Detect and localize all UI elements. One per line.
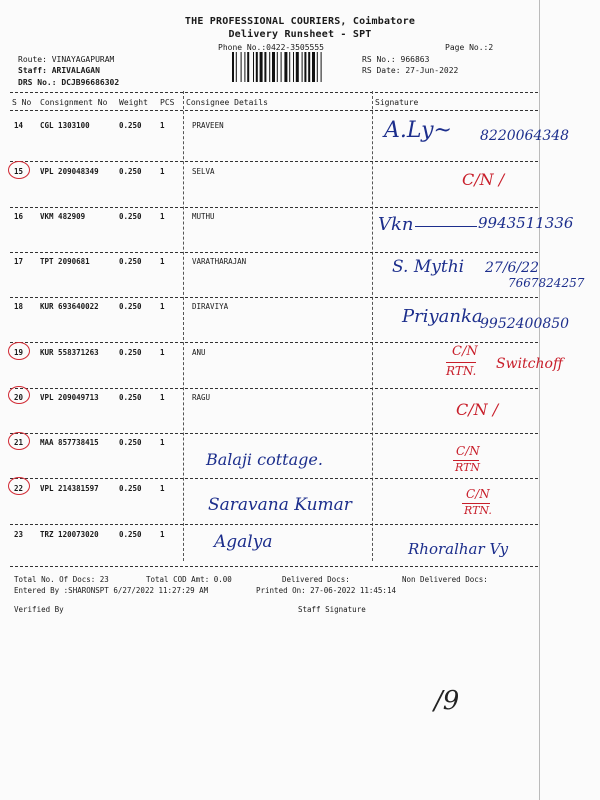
row-consignment: KUR 693640022 — [40, 302, 99, 311]
route: Route: VINAYAGAPURAM — [18, 55, 115, 64]
barcode-bar — [304, 52, 306, 82]
return-mark-circle — [8, 342, 30, 360]
entered-by: Entered By :SHARONSPT 6/27/2022 11:27:29 AM — [14, 586, 209, 595]
signature-row-18: Priyanka — [402, 306, 483, 327]
barcode-bar — [247, 52, 249, 82]
table-header-rule — [10, 110, 538, 111]
cn-row-22: C/N — [466, 487, 490, 501]
col-weight: Weight — [119, 98, 148, 107]
row-consignment: VPL 209049713 — [40, 393, 99, 402]
cn-row-20: C/N / — [456, 400, 499, 419]
cn-row-19: C/N — [452, 344, 478, 359]
rs-number: RS No.: 966863 — [362, 55, 430, 64]
row-weight: 0.250 — [119, 484, 142, 493]
row-pcs: 1 — [160, 212, 165, 221]
page-handwritten-mark: /9 — [434, 686, 460, 716]
phone-row-14: 8220064348 — [480, 128, 570, 144]
barcode-bar — [277, 52, 278, 82]
signature-row-23: Rhoralhar Vy — [408, 540, 509, 558]
printed-on: Printed On: 27-06-2022 11:45:14 — [256, 586, 396, 595]
signature-stroke — [415, 226, 477, 227]
row-sno: 15 — [14, 167, 24, 176]
col-consignee: Consignee Details — [186, 98, 268, 107]
barcode-bar — [321, 52, 322, 82]
row-consignee: SELVA — [192, 167, 215, 176]
rtn-row-21: RTN — [455, 461, 481, 474]
barcode — [232, 52, 356, 82]
cn-row-15: C/N / — [462, 170, 505, 189]
barcode-bar — [232, 52, 234, 82]
address-row-21: Balaji cottage. — [206, 450, 323, 469]
col-consignment: Consignment No — [40, 98, 108, 107]
barcode-bar — [312, 52, 315, 82]
phone-row-17: 7667824257 — [508, 276, 585, 290]
document-title: Delivery Runsheet - SPT — [228, 29, 372, 40]
row-pcs: 1 — [160, 167, 165, 176]
row-sno: 17 — [14, 257, 24, 266]
barcode-bar — [260, 52, 263, 82]
address-row-22: Saravana Kumar — [208, 495, 352, 515]
row-divider — [10, 524, 538, 525]
rtn-row-19: RTN. — [446, 364, 477, 378]
row-pcs: 1 — [160, 484, 165, 493]
barcode-bar — [302, 52, 303, 82]
return-mark-circle — [8, 386, 30, 404]
row-consignment: KUR 558371263 — [40, 348, 99, 357]
row-consignee: PRAVEEN — [192, 121, 224, 130]
row-divider — [10, 161, 538, 162]
page-number: Page No.:2 — [445, 43, 494, 52]
row-divider — [10, 433, 538, 434]
row-sno: 18 — [14, 302, 24, 311]
drs-number: DRS No.: DCJB96686302 — [18, 78, 120, 87]
row-sno: 14 — [14, 121, 24, 130]
row-weight: 0.250 — [119, 121, 142, 130]
row-weight: 0.250 — [119, 257, 142, 266]
row-sno: 23 — [14, 530, 24, 539]
delivered-docs: Delivered Docs: — [282, 575, 350, 584]
total-cod: Total COD Amt: 0.00 — [146, 575, 232, 584]
verified-by: Verified By — [14, 605, 64, 614]
row-consignment: MAA 857738415 — [40, 438, 99, 447]
barcode-bar — [317, 52, 318, 82]
row-pcs: 1 — [160, 530, 165, 539]
row-pcs: 1 — [160, 121, 165, 130]
barcode-bar — [256, 52, 258, 82]
rs-date: RS Date: 27-Jun-2022 — [362, 66, 459, 75]
row-consignee: ANU — [192, 348, 206, 357]
row-consignment: VKM 482909 — [40, 212, 86, 221]
barcode-bar — [293, 52, 294, 82]
row-pcs: 1 — [160, 393, 165, 402]
return-mark-circle — [8, 161, 30, 179]
row-weight: 0.250 — [119, 212, 142, 221]
return-mark-circle — [8, 477, 30, 495]
row-consignment: CGL 1303100 — [40, 121, 90, 130]
row-weight: 0.250 — [119, 393, 142, 402]
row-pcs: 1 — [160, 302, 165, 311]
page-edge-line — [539, 0, 540, 800]
row-sno: 20 — [14, 393, 24, 402]
rtn-row-22: RTN. — [464, 504, 492, 517]
row-consignee: DIRAVIYA — [192, 302, 229, 311]
row-divider — [10, 388, 538, 389]
phone-row-16: 9943511336 — [478, 214, 574, 232]
phone-row-18: 9952400850 — [480, 316, 570, 332]
col-pcs: PCS — [160, 98, 175, 107]
row-consignment: TRZ 120073020 — [40, 530, 99, 539]
row-divider — [10, 297, 538, 298]
signature-row-17: S. Mythi — [392, 257, 465, 277]
row-weight: 0.250 — [119, 167, 142, 176]
row-pcs: 1 — [160, 348, 165, 357]
row-consignment: VPL 214381597 — [40, 484, 99, 493]
company-name: THE PROFESSIONAL COURIERS, Coimbatore — [184, 16, 416, 27]
cn-row-21: C/N — [456, 444, 480, 458]
barcode-bar — [241, 52, 242, 82]
row-consignee: MUTHU — [192, 212, 215, 221]
barcode-bar — [253, 52, 254, 82]
barcode-bar — [269, 52, 270, 82]
date-row-17: 27/6/22 — [485, 260, 539, 276]
non-delivered-docs: Non Delivered Docs: — [402, 575, 488, 584]
barcode-bar — [264, 52, 266, 82]
barcode-bar — [272, 52, 275, 82]
row-sno: 22 — [14, 484, 24, 493]
col-sno: S No — [12, 98, 32, 107]
staff: Staff: ARIVALAGAN — [18, 66, 100, 75]
row-consignment: TPT 2090681 — [40, 257, 90, 266]
row-divider — [10, 342, 538, 343]
row-pcs: 1 — [160, 257, 165, 266]
row-weight: 0.250 — [119, 530, 142, 539]
row-weight: 0.250 — [119, 438, 142, 447]
fraction-bar — [446, 362, 476, 363]
table-top-rule — [10, 92, 538, 93]
return-mark-circle — [8, 432, 30, 450]
barcode-bar — [289, 52, 290, 82]
row-divider — [10, 252, 538, 253]
row-consignee: VARATHARAJAN — [192, 257, 247, 266]
row-consignment: VPL 209048349 — [40, 167, 99, 176]
address-row-23: Agalya — [214, 532, 273, 552]
row-sno: 21 — [14, 438, 24, 447]
row-sno: 16 — [14, 212, 24, 221]
barcode-bar — [308, 52, 310, 82]
row-divider — [10, 207, 538, 208]
total-docs: Total No. Of Docs: 23 — [14, 575, 109, 584]
phone-number: Phone No.:0422-3505555 — [218, 43, 324, 52]
barcode-bar — [296, 52, 299, 82]
staff-signature: Staff Signature — [298, 605, 366, 614]
note-row-19: Switchoff — [496, 356, 563, 372]
barcode-bar — [244, 52, 245, 82]
row-pcs: 1 — [160, 438, 165, 447]
row-consignee: RAGU — [192, 393, 211, 402]
row-weight: 0.250 — [119, 348, 142, 357]
row-weight: 0.250 — [119, 302, 142, 311]
signature-row-14: A.Ly~ — [384, 118, 452, 143]
row-sno: 19 — [14, 348, 24, 357]
barcode-bar — [236, 52, 237, 82]
col-signature: Signature — [375, 98, 419, 107]
barcode-bar — [281, 52, 282, 82]
row-divider — [10, 478, 538, 479]
signature-row-16: Vkn — [378, 214, 414, 235]
barcode-bar — [284, 52, 287, 82]
table-bottom-rule — [10, 566, 538, 567]
